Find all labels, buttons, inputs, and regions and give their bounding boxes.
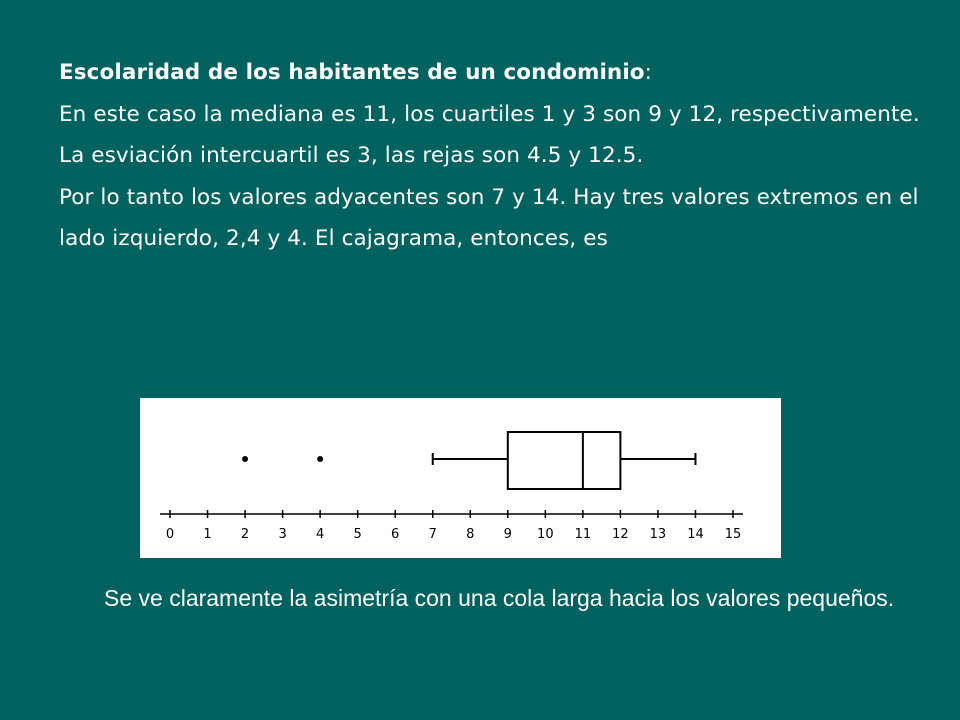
tick-label: 3 xyxy=(278,527,287,542)
paragraph-adjacent: Por lo tanto los valores adyacentes son 7 y 14. Hay tres valores extremos en el lado izquierdo, 2,4 y 4. El cajagrama, entonces, es xyxy=(59,184,919,251)
conclusion-paragraph: Se ve claramente la asimetría con una cola larga hacia los valores pequeños. xyxy=(104,585,895,611)
tick-label: 1 xyxy=(203,527,212,542)
tick-label: 12 xyxy=(612,527,629,542)
tick-label: 14 xyxy=(687,527,704,542)
outlier-point xyxy=(317,456,323,462)
boxplot-svg xyxy=(140,398,781,558)
heading-title: Escolaridad de los habitantes de un condominio xyxy=(59,60,645,85)
tick-label: 6 xyxy=(391,527,400,542)
tick-label: 4 xyxy=(315,527,325,542)
tick-label: 10 xyxy=(537,527,554,542)
tick-label: 8 xyxy=(466,527,475,542)
tick-label: 7 xyxy=(428,527,437,542)
tick-label: 5 xyxy=(353,527,362,542)
iqr-box xyxy=(508,432,621,489)
outlier-point xyxy=(242,456,248,462)
paragraph-median: En este caso la mediana es 11, los cuartiles 1 y 3 son 9 y 12, respectivamente. xyxy=(59,101,920,127)
heading-line xyxy=(59,52,939,94)
tick-label: 13 xyxy=(649,527,667,542)
heading-colon: : xyxy=(644,60,653,85)
tick-label: 9 xyxy=(503,527,512,542)
paragraph-interquartile: La esviación intercuartil es 3, las rejas son 4.5 y 12.5. xyxy=(59,143,644,168)
main-text xyxy=(59,52,939,260)
tick-label: 2 xyxy=(240,527,250,542)
conclusion-text xyxy=(104,578,924,618)
tick-label: 11 xyxy=(574,527,592,542)
tick-label: 15 xyxy=(724,527,742,542)
tick-label: 0 xyxy=(165,527,175,542)
boxplot-chart xyxy=(140,398,781,558)
